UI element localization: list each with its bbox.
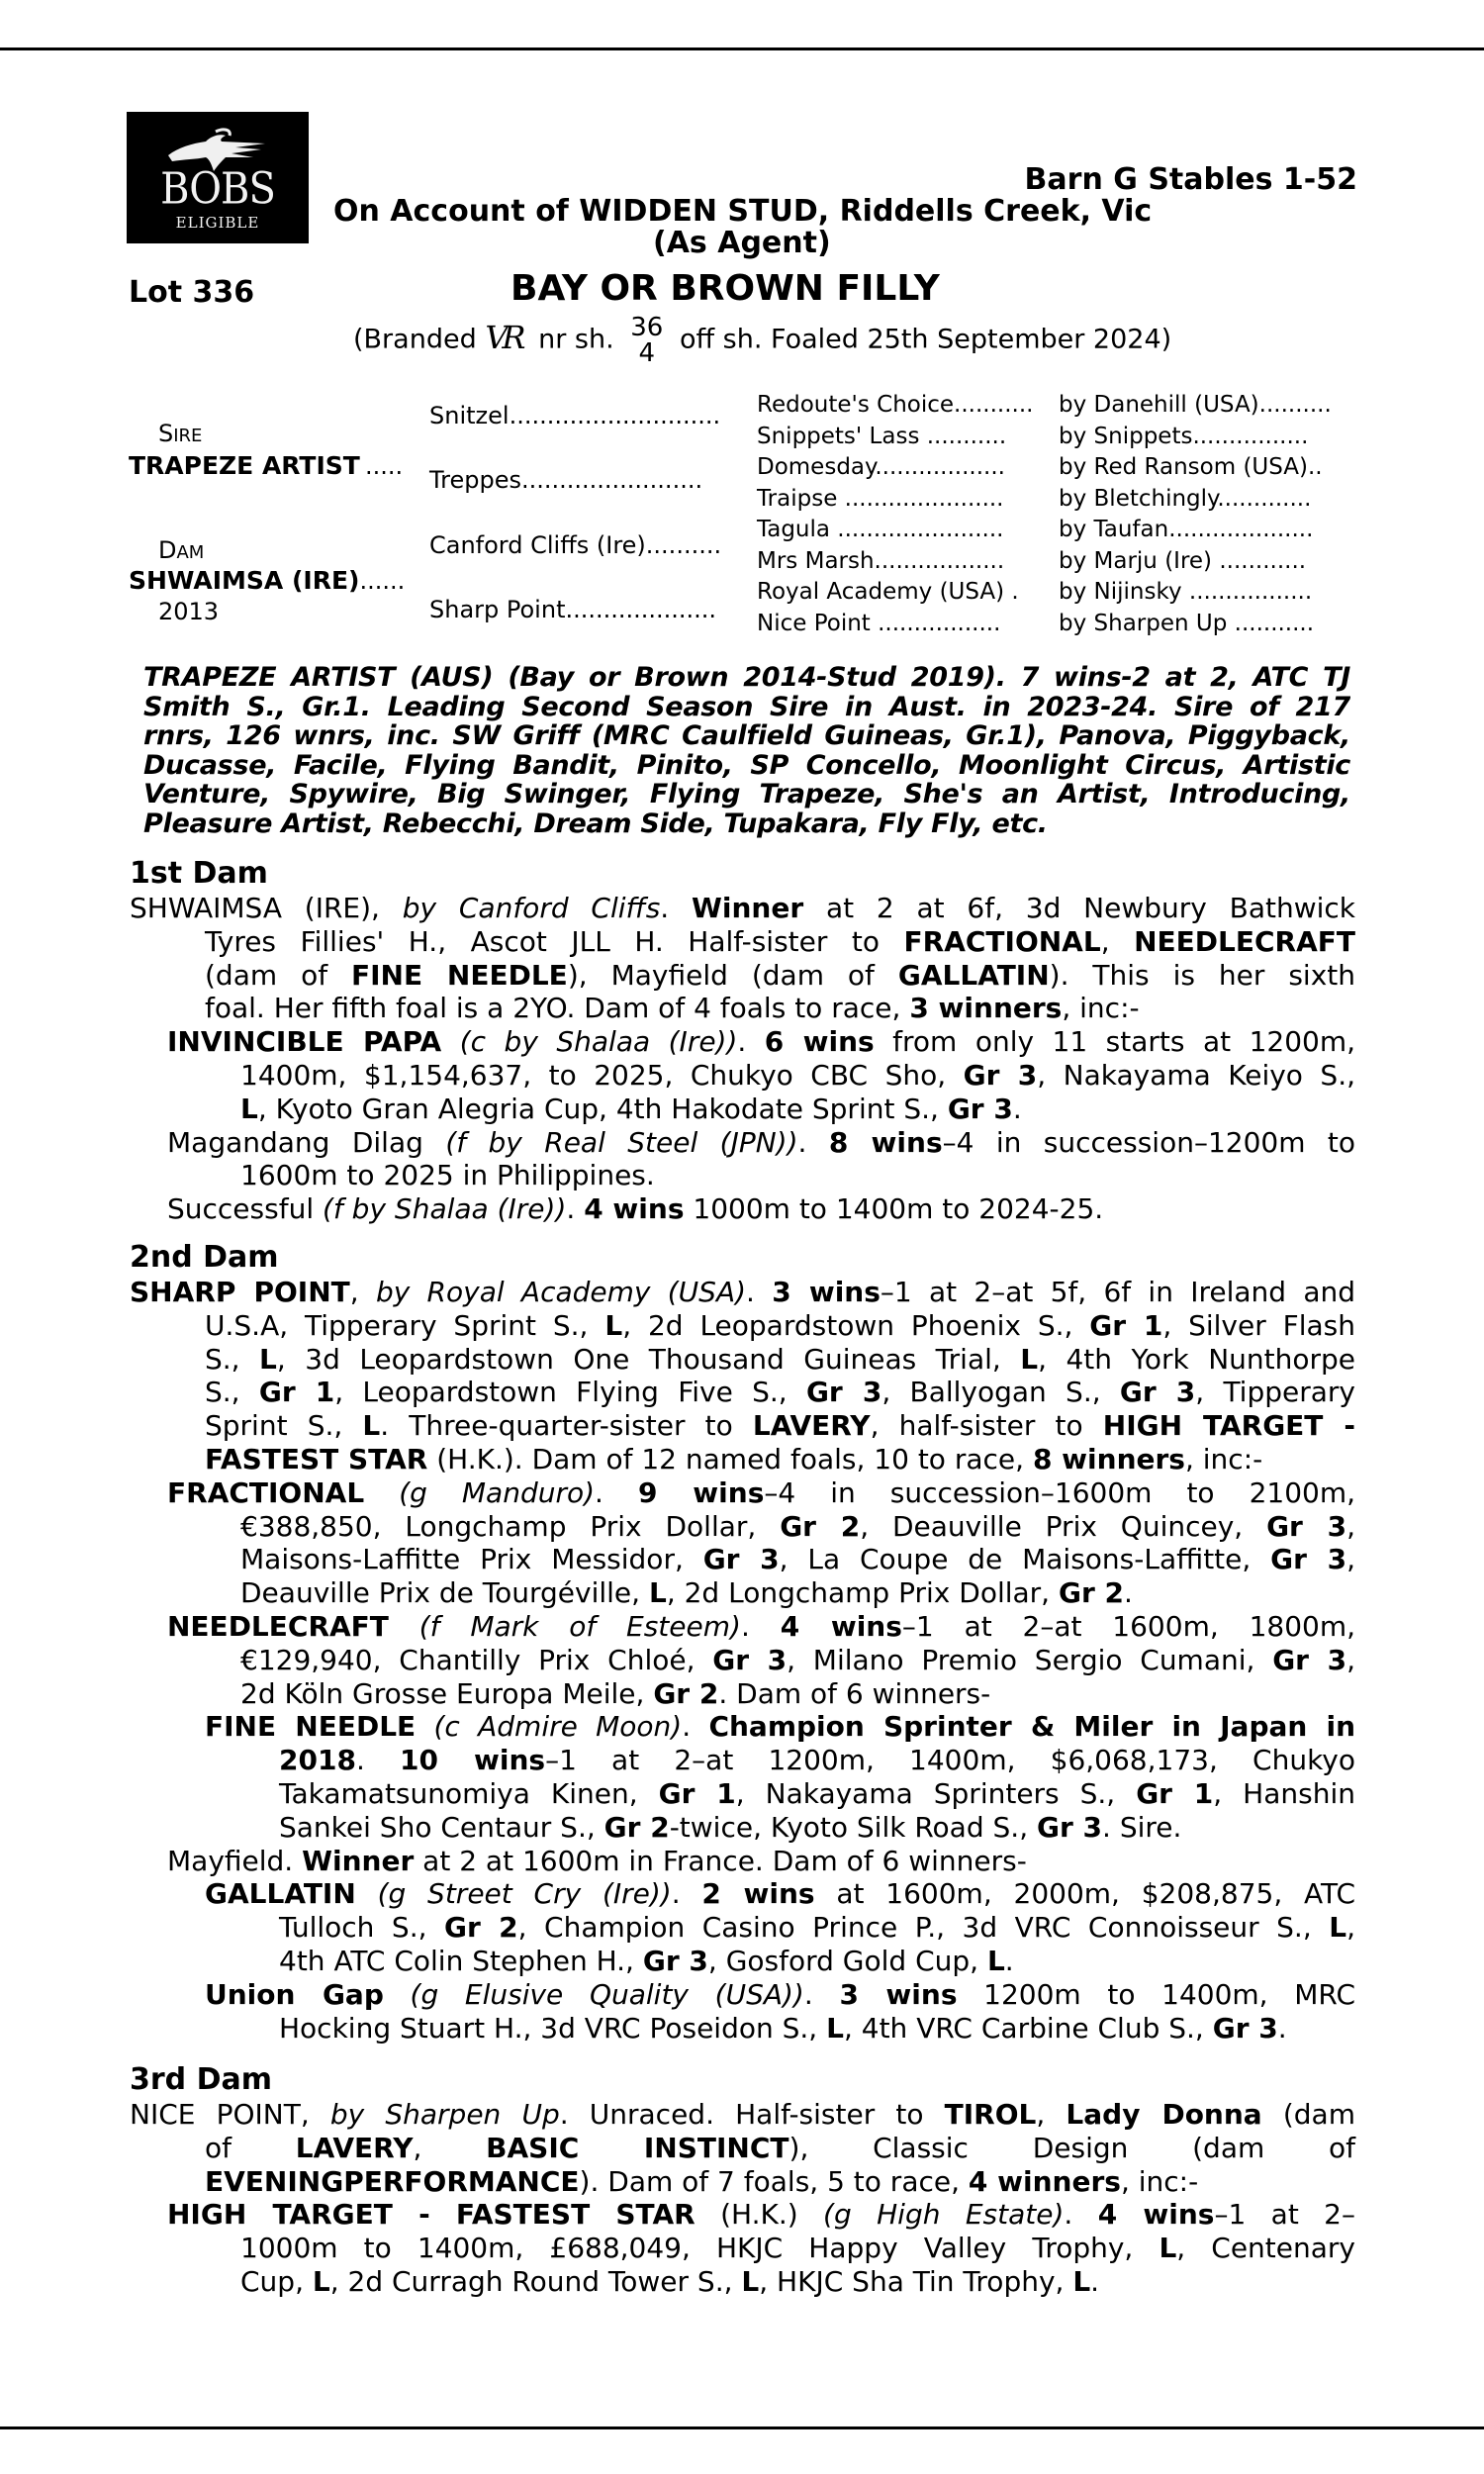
dam-text-line: U.S.A, Tipperary Sprint S., L, 2d Leopardstown Phoenix S., Gr 1, Silver Flash [205, 1308, 1355, 1342]
gen2-name: Canford Cliffs (Ire) [429, 531, 646, 559]
dam-text-line: 1000m to 1400m, £688,049, HKJC Happy Valley Trophy, L, Centenary [240, 2232, 1355, 2265]
dam-text-line: Magandang Dilag (f by Real Steel (JPN)). 8 wins–4 in succession–1200m to [167, 1125, 1355, 1159]
dam-text-line: foal. Her fifth foal is a 2YO. Dam of 4 foals to race, 3 winners, inc:- [205, 992, 1140, 1025]
bobs-eligible-logo [127, 112, 309, 243]
sire-name-row [129, 451, 403, 480]
gen3-ancestor: Domesday.................. [757, 454, 1005, 480]
dam-text-line: SHWAIMSA (IRE), by Canford Cliffs. Winner at 2 at 6f, 3d Newbury Bathwick [130, 892, 1355, 924]
gen3-sire-of-ancestor: by Bletchingly............. [1059, 485, 1312, 512]
dam-text-line: NICE POINT, by Sharpen Up. Unraced. Half-sister to TIROL, Lady Donna (dam [130, 2098, 1355, 2131]
brand-fraction-top: 36 [630, 313, 664, 342]
dam-heading: 3rd Dam [130, 2062, 272, 2097]
dam-text-line: FRACTIONAL (g Manduro). 9 wins–4 in succession–1600m to 2100m, [167, 1475, 1356, 1509]
dam-text-line: SHARP POINT, by Royal Academy (USA). 3 wins–1 at 2–at 5f, 6f in Ireland and [130, 1276, 1355, 1308]
dam-text-line: Sankei Sho Centaur S., Gr 2-twice, Kyoto Silk Road S., Gr 3. Sire. [279, 1810, 1182, 1844]
sire-summary-line: rnrs, 126 wnrs, inc. SW Griff (MRC Caulfield Guineas, Gr.1), Panova, Piggyback, [143, 721, 1350, 752]
sire-name: TRAPEZE ARTIST [129, 451, 360, 480]
dam-text-line: FINE NEEDLE (c Admire Moon). Champion Sprinter & Miler in Japan in [205, 1710, 1355, 1744]
dam-text-line: S., Gr 1, Leopardstown Flying Five S., Gr 3, Ballyogan S., Gr 3, Tipperary [205, 1376, 1355, 1409]
dam-heading: 2nd Dam [130, 1240, 279, 1275]
gen3-ancestor: Mrs Marsh.................. [757, 547, 1005, 574]
dam-text-line: FASTEST STAR (H.K.). Dam of 12 named foals, 10 to race, 8 winners, inc:- [205, 1443, 1263, 1475]
dam-text-line: (dam of FINE NEEDLE), Mayfield (dam of GALLATIN). This is her sixth [205, 958, 1355, 992]
dam-text-line: Tyres Fillies' H., Ascot JLL H. Half-sister to FRACTIONAL, NEEDLECRAFT [205, 924, 1356, 958]
dam-text-line: Union Gap (g Elusive Quality (USA)). 3 wins 1200m to 1400m, MRC [205, 1977, 1355, 2011]
gen2-dots: .................... [565, 596, 717, 623]
dam-text-line: S., L, 3d Leopardstown One Thousand Guineas Trial, L, 4th York Nunthorpe [205, 1342, 1356, 1376]
gen3-sire-of-ancestor: by Nijinsky ................. [1059, 579, 1313, 605]
dam-text-line: Maisons-Laffitte Prix Messidor, Gr 3, La Coupe de Maisons-Laffitte, Gr 3, [240, 1543, 1355, 1576]
dam-text-line: EVENINGPERFORMANCE). Dam of 7 foals, 5 to race, 4 winners, inc:- [205, 2164, 1199, 2198]
gen3-ancestor: Traipse ...................... [757, 485, 1004, 512]
brand-mark-icon: VR [485, 318, 520, 356]
sire-label [158, 420, 202, 447]
bottom-rule [0, 2426, 1484, 2429]
dam-text-line: Takamatsunomiya Kinen, Gr 1, Nakayama Sprinters S., Gr 1, Hanshin [279, 1777, 1355, 1810]
gen3-sire-of-ancestor: by Snippets................ [1059, 423, 1309, 449]
dam-text-line: Successful (f by Shalaa (Ire)). 4 wins 1000m to 1400m to 2024-25. [167, 1192, 1104, 1226]
dam-text-line: Hocking Stuart H., 3d VRC Poseidon S., L, 4th VRC Carbine Club S., Gr 3. [279, 2011, 1287, 2045]
dam-text-line: €129,940, Chantilly Prix Chloé, Gr 3, Milano Premio Sergio Cumani, Gr 3, [240, 1643, 1355, 1676]
dam-text-line: Deauville Prix de Tourgéville, L, 2d Longchamp Prix Dollar, Gr 2. [240, 1576, 1133, 1610]
gen2-dots: .......... [645, 531, 722, 559]
sire-summary-line: Pleasure Artist, Rebecchi, Dream Side, Tupakara, Fly Fly, etc. [143, 809, 1048, 839]
sire-summary-line: Smith S., Gr.1. Leading Second Season Sire in Aust. in 2023-24. Sire of 217 [143, 692, 1350, 722]
brand-prefix: (Branded [353, 324, 477, 355]
gen2-name: Sharp Point [429, 596, 566, 623]
dam-text-line: 1400m, $1,154,637, to 2025, Chukyo CBC Sho, Gr 3, Nakayama Keiyo S., [240, 1059, 1355, 1092]
gen3-ancestor: Redoute's Choice........... [757, 392, 1034, 418]
gen2-name: Treppes [429, 466, 521, 494]
sire-summary-line: Venture, Spywire, Big Swinger, Flying Trapeze, She's an Artist, Introducing, [143, 780, 1350, 810]
top-rule [0, 48, 1484, 50]
dam-label [158, 536, 204, 564]
dam-text-line: 2018. 10 wins–1 at 2–at 1200m, 1400m, $6,068,173, Chukyo [279, 1744, 1355, 1777]
brand-line [353, 315, 1171, 366]
brand-fraction [630, 315, 663, 366]
dam-text-line: GALLATIN (g Street Cry (Ire)). 2 wins at 1600m, 2000m, $208,875, ATC [205, 1877, 1355, 1911]
dam-year: 2013 [158, 598, 220, 625]
gen2-dots: ........................ [520, 466, 703, 494]
dam-text-line: HIGH TARGET - FASTEST STAR (H.K.) (g High Estate). 4 wins–1 at 2– [167, 2198, 1355, 2232]
gen3-sire-of-ancestor: by Danehill (USA).......... [1059, 392, 1332, 418]
dam-name: SHWAIMSA (IRE) [129, 566, 360, 595]
sire-summary-line: Ducasse, Facile, Flying Bandit, Pinito, SP Concello, Moonlight Circus, Artistic [143, 750, 1350, 781]
brand-fraction-bottom: 4 [638, 338, 656, 368]
dam-text-line: 2d Köln Grosse Europa Meile, Gr 2. Dam of 6 winners- [240, 1676, 991, 1710]
dam-text-line: INVINCIBLE PAPA (c by Shalaa (Ire)). 6 wins from only 11 starts at 1200m, [167, 1025, 1356, 1059]
dam-heading: 1st Dam [130, 856, 268, 891]
gen2-dam-dam [429, 596, 716, 623]
gen3-sire-of-ancestor: by Sharpen Up ........... [1059, 610, 1315, 636]
lot-title: BAY OR BROWN FILLY [510, 268, 940, 309]
dam-text-line: 4th ATC Colin Stephen H., Gr 3, Gosford Gold Cup, L. [279, 1945, 1014, 1977]
dam-text-line: NEEDLECRAFT (f Mark of Esteem). 4 wins–1 at 2–at 1600m, 1800m, [167, 1610, 1355, 1643]
dam-text-line: of LAVERY, BASIC INSTINCT), Classic Design (dam of [205, 2131, 1356, 2164]
gen3-ancestor: Snippets' Lass ........... [757, 423, 1007, 449]
dam-text-line: Tulloch S., Gr 2, Champion Casino Prince P., 3d VRC Connoisseur S., L, [279, 1911, 1355, 1945]
logo-eligible-text: ELIGIBLE [175, 214, 260, 232]
dam-text-line: Mayfield. Winner at 2 at 1600m in France. Dam of 6 winners- [167, 1844, 1027, 1877]
sire-dots: ..... [364, 452, 404, 480]
logo-bobs-text: BOBS [160, 163, 275, 215]
vendor-line: On Account of WIDDEN STUD, Riddells Creek, Vic [333, 194, 1153, 229]
gen3-ancestor: Royal Academy (USA) . [757, 579, 1019, 605]
dam-text-line: 1600m to 2025 in Philippines. [240, 1159, 655, 1192]
gen3-sire-of-ancestor: by Taufan.................... [1059, 517, 1314, 542]
dam-dots: ...... [359, 567, 406, 595]
dam-text-line: Cup, L, 2d Curragh Round Tower S., L, HKJC Sha Tin Trophy, L. [240, 2265, 1100, 2298]
dam-label-text: DAM [158, 536, 205, 564]
gen3-sire-of-ancestor: by Marju (Ire) ............ [1059, 547, 1307, 574]
dam-name-row [129, 566, 405, 595]
dam-text-line: €388,850, Longchamp Prix Dollar, Gr 2, Deauville Prix Quincey, Gr 3, [240, 1509, 1355, 1543]
vendor-agent: (As Agent) [653, 226, 831, 260]
gen2-dam-sire [429, 531, 721, 559]
barn-location: Barn G Stables 1-52 [1024, 162, 1357, 197]
dam-text-line: Sprint S., L. Three-quarter-sister to LAVERY, half-sister to HIGH TARGET - [205, 1409, 1355, 1443]
gen2-dots: ............................ [509, 402, 721, 429]
brand-near: nr sh. [538, 324, 614, 355]
gen3-ancestor: Nice Point ................. [757, 610, 1001, 636]
sire-summary-line: TRAPEZE ARTIST (AUS) (Bay or Brown 2014-Stud 2019). 7 wins-2 at 2, ATC TJ [143, 663, 1350, 693]
gen2-sire-dam [429, 466, 702, 494]
gen2-sire-sire [429, 402, 720, 429]
gen3-sire-of-ancestor: by Red Ransom (USA).. [1059, 454, 1323, 480]
gen3-ancestor: Tagula ....................... [757, 517, 1004, 542]
dam-text-line: L, Kyoto Gran Alegria Cup, 4th Hakodate Sprint S., Gr 3. [240, 1092, 1022, 1125]
brand-suffix: off sh. Foaled 25th September 2024) [679, 324, 1172, 355]
sire-label-text: SIRE [158, 420, 203, 447]
lot-number: Lot 336 [129, 275, 255, 310]
gen2-name: Snitzel [429, 402, 510, 429]
